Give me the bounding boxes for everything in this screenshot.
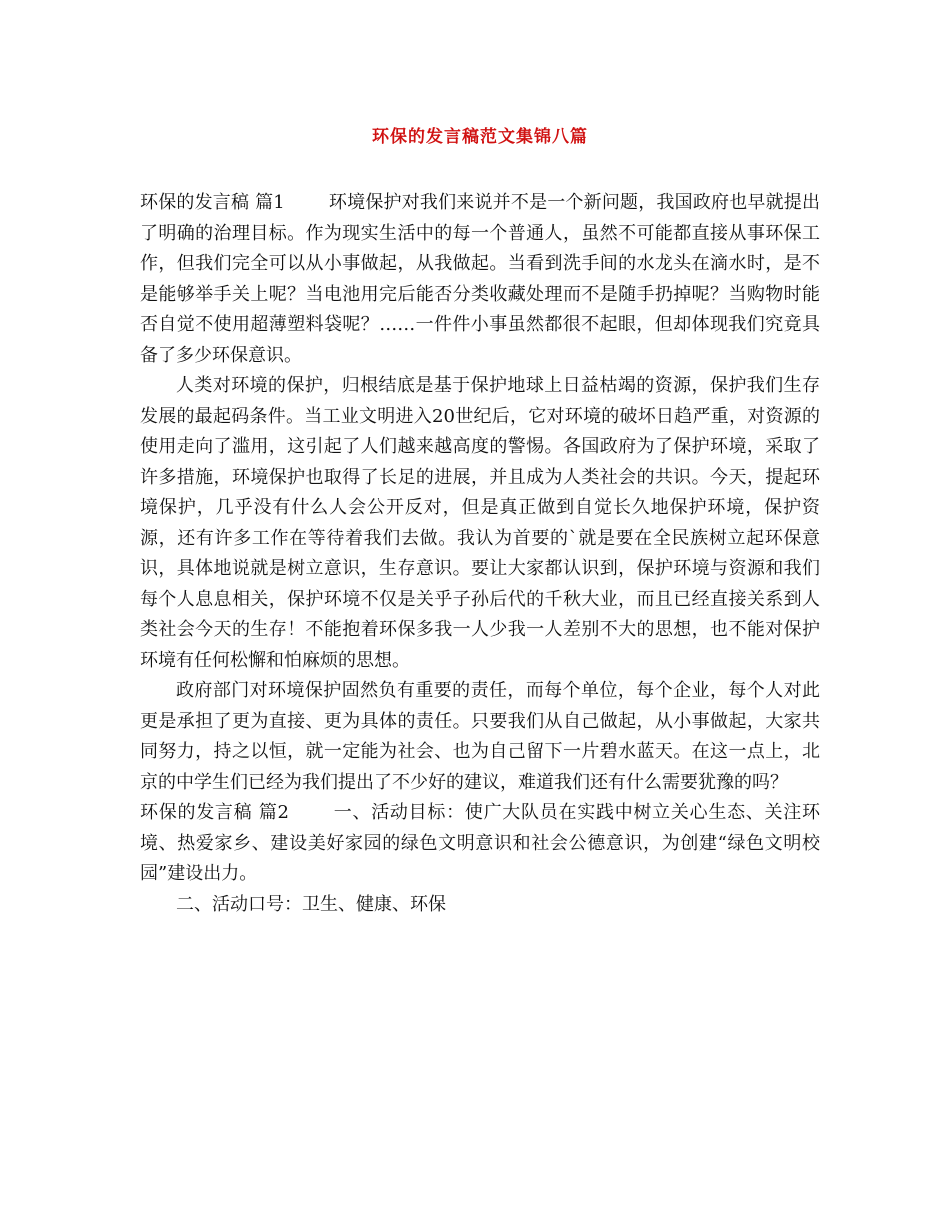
section-2-heading: 环保的发言稿 篇2 bbox=[140, 802, 290, 823]
document-body bbox=[140, 188, 820, 920]
section-2-opening-paragraph bbox=[140, 798, 820, 890]
document-page bbox=[140, 0, 820, 920]
section-1-paragraph: 政府部门对环境保护固然负有重要的责任，而每个单位，每个企业，每个人对此更是承担了更为直接、更为具体的责任。只要我们从自己做起，从小事做起，大家共同努力，持之以恒，就一定能为社会、也为自己留下一片碧水蓝天。在这一点上，北京的中学生们已经为我们提出了不少好的建议，难道我们还有什么需要犹豫的吗？ bbox=[140, 680, 820, 793]
section-2-first-paragraph: 一、活动目标：使广大队员在实践中树立关心生态、关注环境、热爱家乡、建设美好家园的绿色文明意识和社会公德意识，为创建“绿色文明校园”建设出力。 bbox=[140, 802, 820, 884]
section-1-first-paragraph: 环境保护对我们来说并不是一个新问题，我国政府也早就提出了明确的治理目标。作为现实生活中的每一个普通人，虽然不可能都直接从事环保工作，但我们完全可以从小事做起，从我做起。当看到洗手间的水龙头在滴水时，是不是能够举手关上呢？当电池用完后能否分类收藏处理而不是随手扔掉呢？当购物时能否自觉不使用超薄塑料袋呢？……一件件小事虽然都很不起眼，但却体现我们究竟具备了多少环保意识。 bbox=[140, 192, 820, 366]
section-2-paragraph: 二、活动口号：卫生、健康、环保 bbox=[176, 893, 446, 915]
document-title: 环保的发言稿范文集锦八篇 bbox=[372, 127, 588, 147]
section-1-heading: 环保的发言稿 篇1 bbox=[140, 192, 285, 213]
section-1-opening-paragraph bbox=[140, 188, 820, 371]
section-1-paragraph: 人类对环境的保护，归根结底是基于保护地球上日益枯竭的资源，保护我们生存发展的最起码条件。当工业文明进入20世纪后，它对环境的破坏日趋严重，对资源的使用走向了滥用，这引起了人们越来越高度的警惕。各国政府为了保护环境，采取了许多措施，环境保护也取得了长足的进展，并且成为人类社会的共识。今天，提起环境保护，几乎没有什么人会公开反对，但是真正做到自觉长久地保护环境，保护资源，还有许多工作在等待着我们去做。我认为首要的`就是要在全民族树立起环保意识，具体地说就是树立意识，生存意识。要让大家都认识到，保护环境与资源和我们每个人息息相关，保护环境不仅是关乎子孙后代的千秋大业，而且已经直接关系到人类社会今天的生存！不能抱着环保多我一人少我一人差别不大的思想，也不能对保护环境有任何松懈和怕麻烦的思想。 bbox=[140, 375, 820, 671]
